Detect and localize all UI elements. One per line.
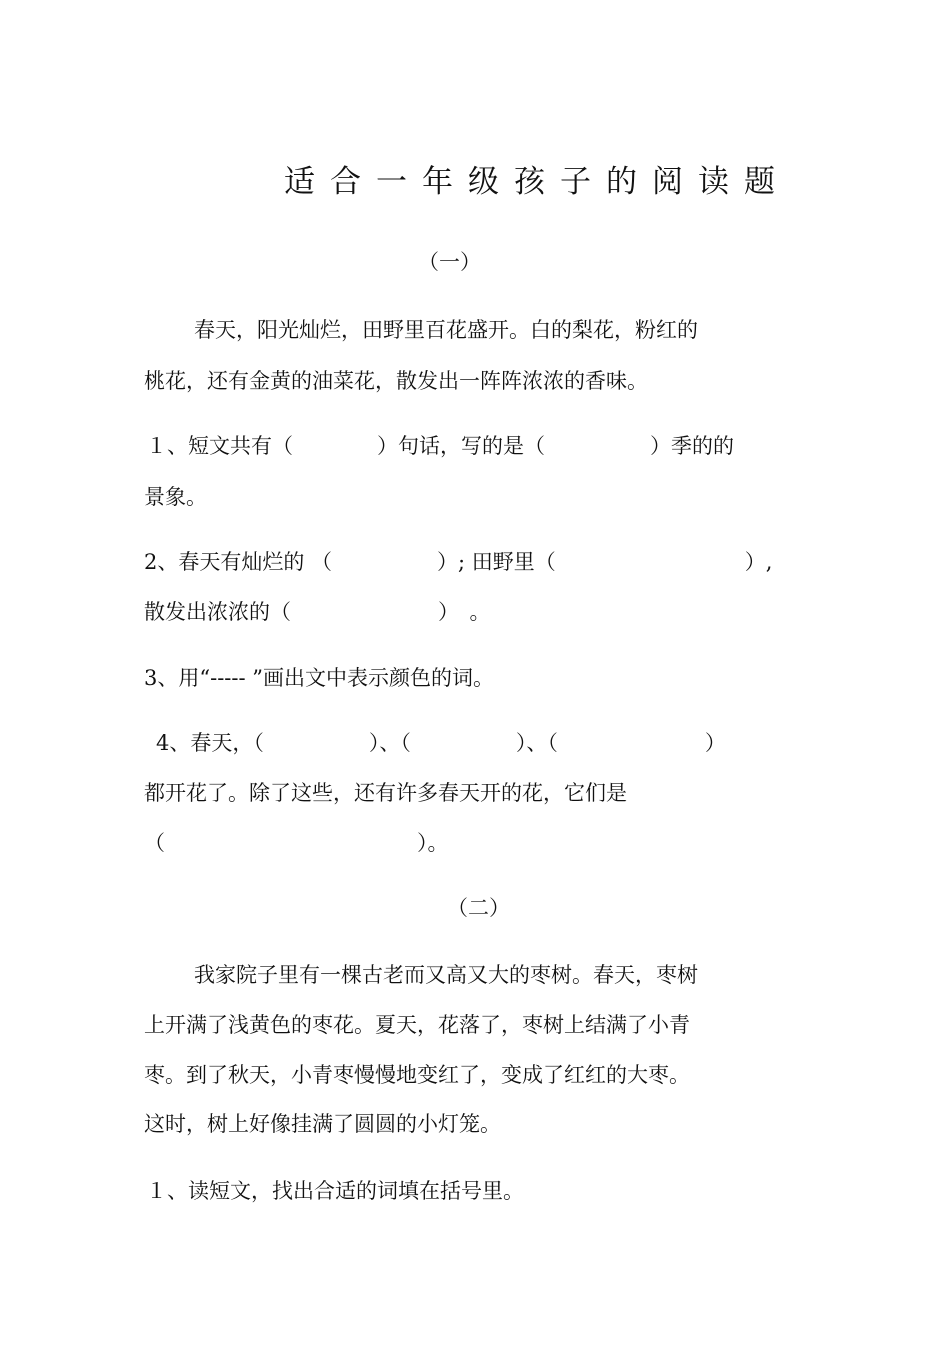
question-1-line-1: １、短文共有（ ）句话，写的是（ ）季的的 bbox=[146, 434, 734, 458]
page-title: 适合一年级孩子的阅读题 bbox=[284, 164, 790, 200]
section-heading-2: （二） bbox=[447, 896, 510, 920]
passage-1-line-2: 桃花，还有金黄的油菜花，散发出一阵阵浓浓的香味。 bbox=[144, 369, 648, 393]
question-4-line-3: （ ）。 bbox=[144, 831, 449, 855]
question-4-line-2: 都开花了。除了这些，还有许多春天开的花，它们是 bbox=[144, 781, 627, 805]
question-2-line-2: 散发出浓浓的（ ） 。 bbox=[144, 600, 491, 624]
passage-2-line-2: 上开满了浅黄色的枣花。夏天，花落了，枣树上结满了小青 bbox=[144, 1013, 690, 1037]
question-3: 3、用“----- ”画出文中表示颜色的词。 bbox=[144, 666, 494, 690]
question-2-line-1: 2、春天有灿烂的 （ ）; 田野里（ ）, bbox=[144, 550, 773, 574]
question-4-line-1: 4、春天，（ ）、（ ）、（ ） bbox=[156, 731, 726, 755]
passage-2-line-1: 我家院子里有一棵古老而又高又大的枣树。春天，枣树 bbox=[194, 963, 698, 987]
passage-2-line-3: 枣。到了秋天，小青枣慢慢地变红了，变成了红红的大枣。 bbox=[144, 1063, 690, 1087]
passage-1-line-1: 春天，阳光灿烂，田野里百花盛开。白的梨花，粉红的 bbox=[194, 318, 698, 342]
passage-2-line-4: 这时，树上好像挂满了圆圆的小灯笼。 bbox=[144, 1112, 501, 1136]
section-heading-1: （一） bbox=[418, 250, 481, 274]
question-2-1: １、读短文，找出合适的词填在括号里。 bbox=[146, 1179, 524, 1203]
question-1-line-2: 景象。 bbox=[144, 485, 207, 509]
